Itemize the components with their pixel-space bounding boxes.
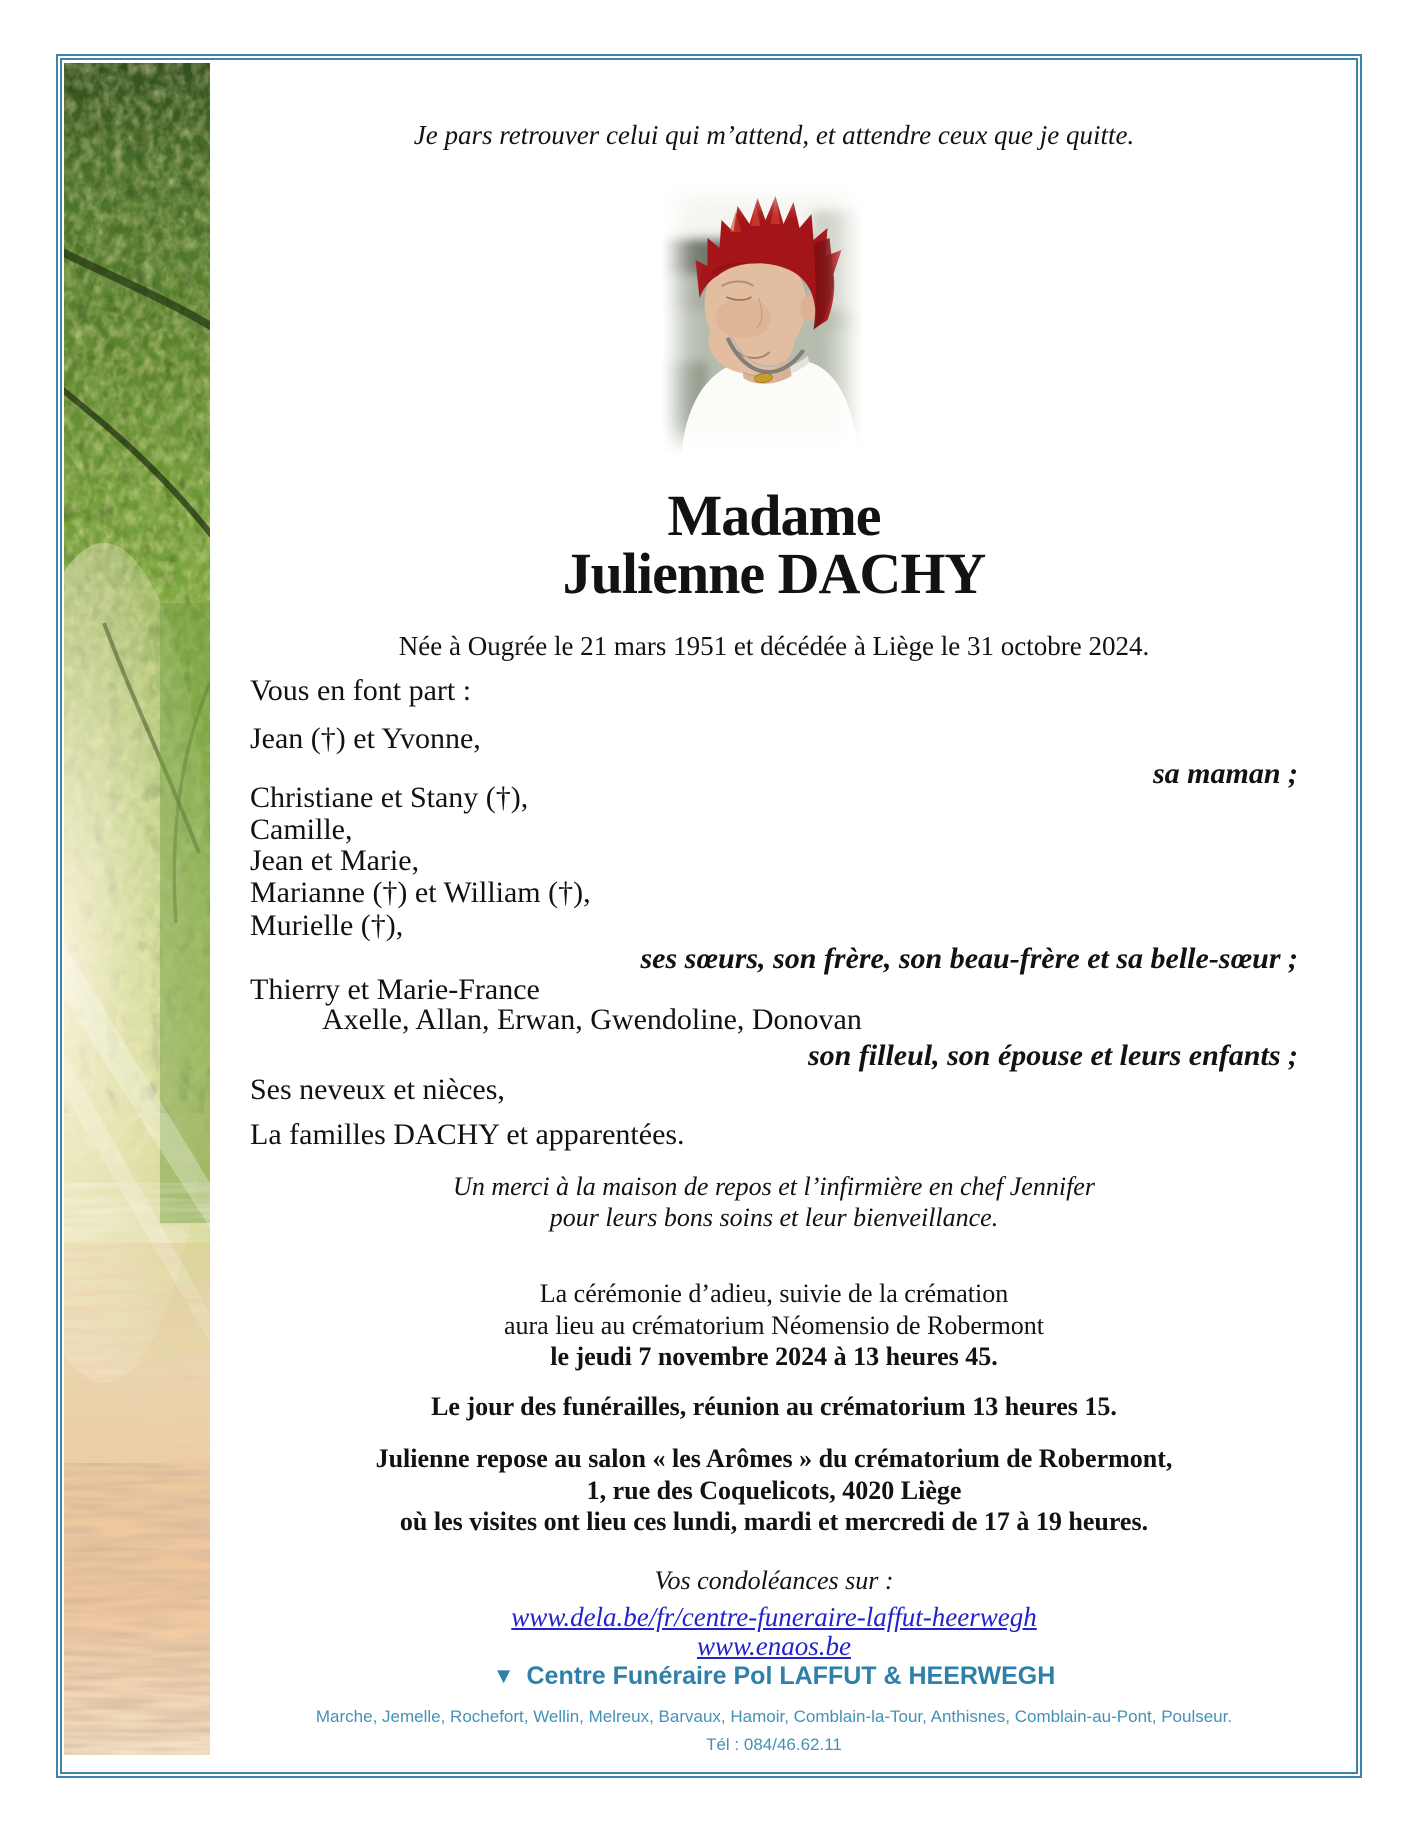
- condolences-label: Vos condoléances sur :: [654, 1566, 894, 1595]
- ceremony-date-line: le jeudi 7 novembre 2024 à 13 heures 45.: [550, 1342, 998, 1371]
- family-line: Camille,: [250, 813, 353, 846]
- family-line: Axelle, Allan, Erwan, Gwendoline, Donovan: [322, 1003, 862, 1036]
- deceased-title: Madame: [667, 483, 881, 548]
- epitaph-quote: Je pars retrouver celui qui m’attend, et attendre ceux que je quitte.: [413, 120, 1135, 150]
- family-line: Murielle (†),: [250, 909, 404, 942]
- announcement-intro: Vous en font part :: [250, 674, 472, 707]
- funeral-meeting-line: Le jour des funérailles, réunion au crématorium 13 heures 15.: [431, 1392, 1117, 1421]
- family-line: La familles DACHY et apparentées.: [250, 1118, 685, 1151]
- condolences-link-row: [250, 1602, 1298, 1634]
- family-line: Jean (†) et Yvonne,: [250, 722, 481, 755]
- life-dates: Née à Ougrée le 21 mars 1951 et décédée à Liège le 31 octobre 2024.: [398, 631, 1150, 661]
- family-line: Jean et Marie,: [250, 844, 420, 877]
- deceased-name: Julienne DACHY: [562, 541, 986, 606]
- dela-link[interactable]: www.dela.be/fr/centre-funeraire-laffut-heerwegh: [511, 1602, 1037, 1632]
- ceremony-line: aura lieu au crématorium Néomensio de Robermont: [503, 1311, 1045, 1340]
- enaos-link[interactable]: www.enaos.be: [697, 1631, 851, 1661]
- thanks-line: Un merci à la maison de repos et l’infirmière en chef Jennifer: [453, 1172, 1095, 1201]
- family-line: Marianne (†) et William (†),: [250, 876, 591, 909]
- family-line: Thierry et Marie-France: [250, 973, 540, 1006]
- portrait-photo: [663, 180, 862, 454]
- family-relation-line: son filleul, son épouse et leurs enfants ;: [807, 1039, 1298, 1072]
- thanks-line: pour leurs bons soins et leur bienveillance.: [549, 1203, 999, 1232]
- funeral-home-name: Centre Funéraire Pol LAFFUT & HEERWEGH: [526, 1662, 1056, 1690]
- family-line: Christiane et Stany (†),: [250, 781, 529, 814]
- family-line: Ses neveux et nièces,: [250, 1073, 505, 1106]
- family-relation-line: ses sœurs, son frère, son beau-frère et sa belle-sœur ;: [640, 942, 1298, 975]
- funeral-home-locations: Marche, Jemelle, Rochefort, Wellin, Melreux, Barvaux, Hamoir, Comblain-la-Tour, Anthisnes, Comblain-au-Pont, Poulseur.: [315, 1707, 1233, 1726]
- repose-address-line: 1, rue des Coquelicots, 4020 Liège: [586, 1476, 962, 1505]
- forest-path-photo-strip: [64, 63, 210, 1755]
- funeral-home-line: [250, 1662, 1298, 1692]
- family-relation-line: sa maman ;: [1152, 757, 1298, 790]
- ceremony-line: La cérémonie d’adieu, suivie de la crémation: [539, 1279, 1009, 1308]
- funeral-home-phone: Tél : 084/46.62.11: [706, 1735, 842, 1754]
- repose-visits-line: où les visites ont lieu ces lundi, mardi et mercredi de 17 à 19 heures.: [399, 1507, 1149, 1536]
- triangle-down-icon: ▼: [492, 1663, 515, 1688]
- condolences-link-row: [250, 1631, 1298, 1663]
- repose-line: Julienne repose au salon « les Arômes » du crématorium de Robermont,: [375, 1444, 1173, 1473]
